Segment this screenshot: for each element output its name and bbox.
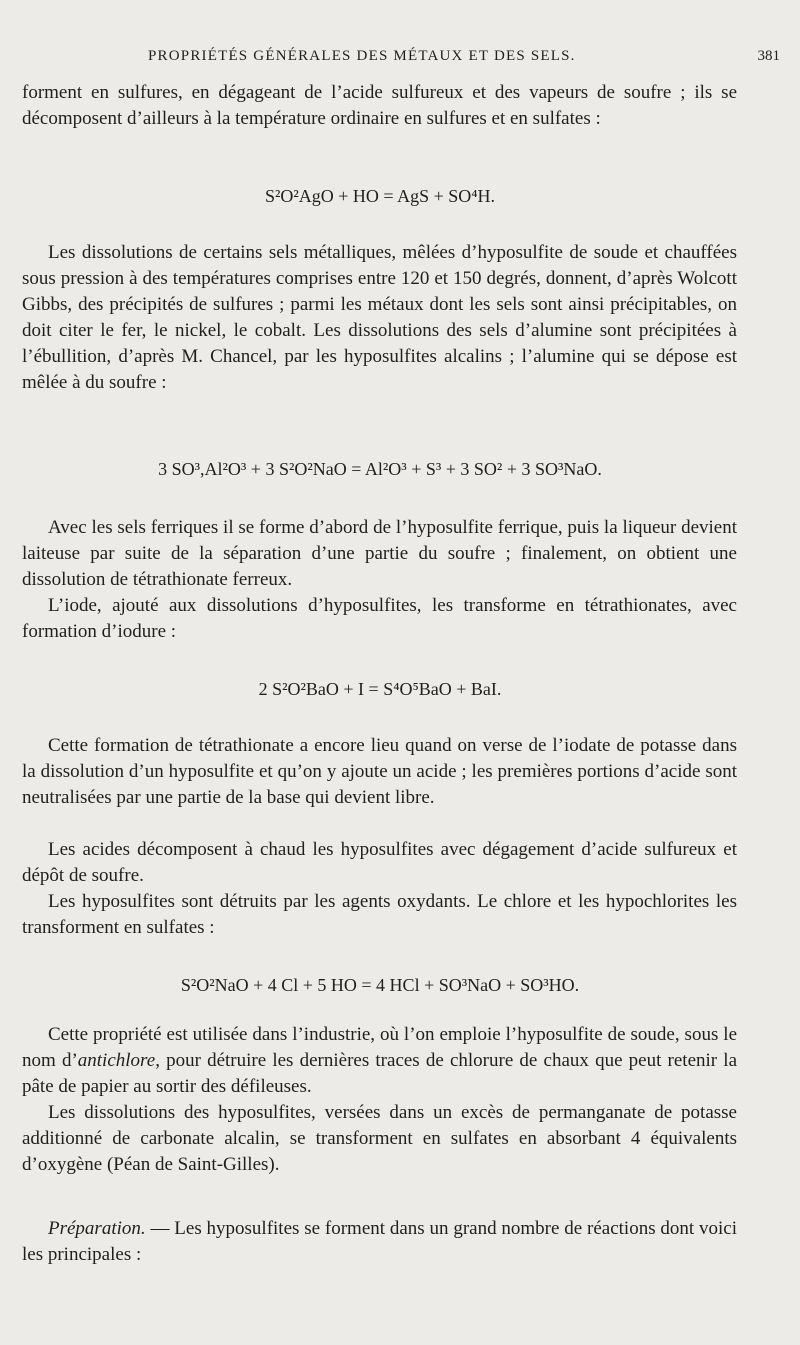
running-header: [148, 48, 780, 65]
paragraph-dissolutions: Les dissolutions de certains sels métalliques, mêlées d’hyposulfite de soude et chauffées sous pression à des températures comprises entre 120 et 150 degrés, donnent, d’après Wolcott Gibbs, des précipités de sulfures ; parmi les métaux dont les sels sont ainsi précipitables, on doit citer le fer, le nickel, le cobalt. Les dissolutions des sels d’alumine sont précipitées à l’ébullition, d’après M. Chancel, par les hyposulfites alcalins ; l’alumine qui se dépose est mêlée à du soufre :: [22, 242, 737, 393]
running-title: PROPRIÉTÉS GÉNÉRALES DES MÉTAUX ET DES SELS.: [148, 48, 576, 64]
paragraph-sulfures: forment en sulfures, en dégageant de l’acide sulfureux et des vapeurs de soufre ; ils se décomposent d’ailleurs à la température ordinaire en sulfures et en sulfates :: [22, 82, 737, 129]
preparation-heading: Préparation.: [48, 1218, 146, 1239]
equation-chlore: S²O²NaO + 4 Cl + 5 HO = 4 HCl + SO³NaO + SO³HO.: [180, 975, 580, 995]
paragraph-antichlore: [22, 1022, 737, 1100]
antichlore-text-after: , pour détruire les dernières traces de chlorure de chaux que peut retenir la pâte de papier au sortir des défileuses.: [22, 1050, 738, 1097]
equation-alumina: 3 SO³,Al²O³ + 3 S²O²NaO = Al²O³ + S³ + 3 SO² + 3 SO³NaO.: [158, 459, 602, 479]
page-number: 381: [757, 48, 780, 64]
equation-baryte: 2 S²O²BaO + I = S⁴O⁵BaO + BaI.: [258, 679, 502, 699]
equation-silver: S²O²AgO + HO = AgS + SO⁴H.: [264, 186, 496, 206]
antichlore-term: antichlore: [77, 1050, 156, 1071]
paragraph-ferriques: Avec les sels ferriques il se forme d’abord de l’hyposulfite ferrique, puis la liqueur devient laiteuse par suite de la séparation d’une partie du soufre ; finalement, on obtient une dissolution de tétrathionate ferreux.: [22, 517, 737, 590]
paragraph-preparation: [22, 1216, 737, 1268]
paragraph-acides: Les acides décomposent à chaud les hyposulfites avec dégagement d’acide sulfureux et dépôt de soufre.: [22, 839, 737, 886]
antichlore-text-before: Cette propriété est utilisée dans l’industrie, où l’on emploie l’hyposulfite de soude, sous le nom d’: [22, 1024, 737, 1071]
paragraph-iodate: Cette formation de tétrathionate a encore lieu quand on verse de l’iodate de potasse dans la dissolution d’un hyposulfite et qu’on y ajoute un acide ; les premières portions d’acide sont neutralisées par une partie de la base qui devient libre.: [22, 735, 737, 808]
paragraph-iode: L’iode, ajouté aux dissolutions d’hyposulfites, les transforme en tétrathionates, avec formation d’iodure :: [22, 595, 737, 642]
preparation-text: — Les hyposulfites se forment dans un grand nombre de réactions dont voici les principales :: [22, 1218, 737, 1265]
paragraph-oxydants: Les hyposulfites sont détruits par les agents oxydants. Le chlore et les hypochlorites les transforment en sulfates :: [22, 891, 737, 938]
paragraph-permanganate: Les dissolutions des hyposulfites, versées dans un excès de permanganate de potasse additionné de carbonate alcalin, se transforment en sulfates en absorbant 4 équivalents d’oxygène (Péan de Saint-Gilles).: [22, 1102, 737, 1175]
